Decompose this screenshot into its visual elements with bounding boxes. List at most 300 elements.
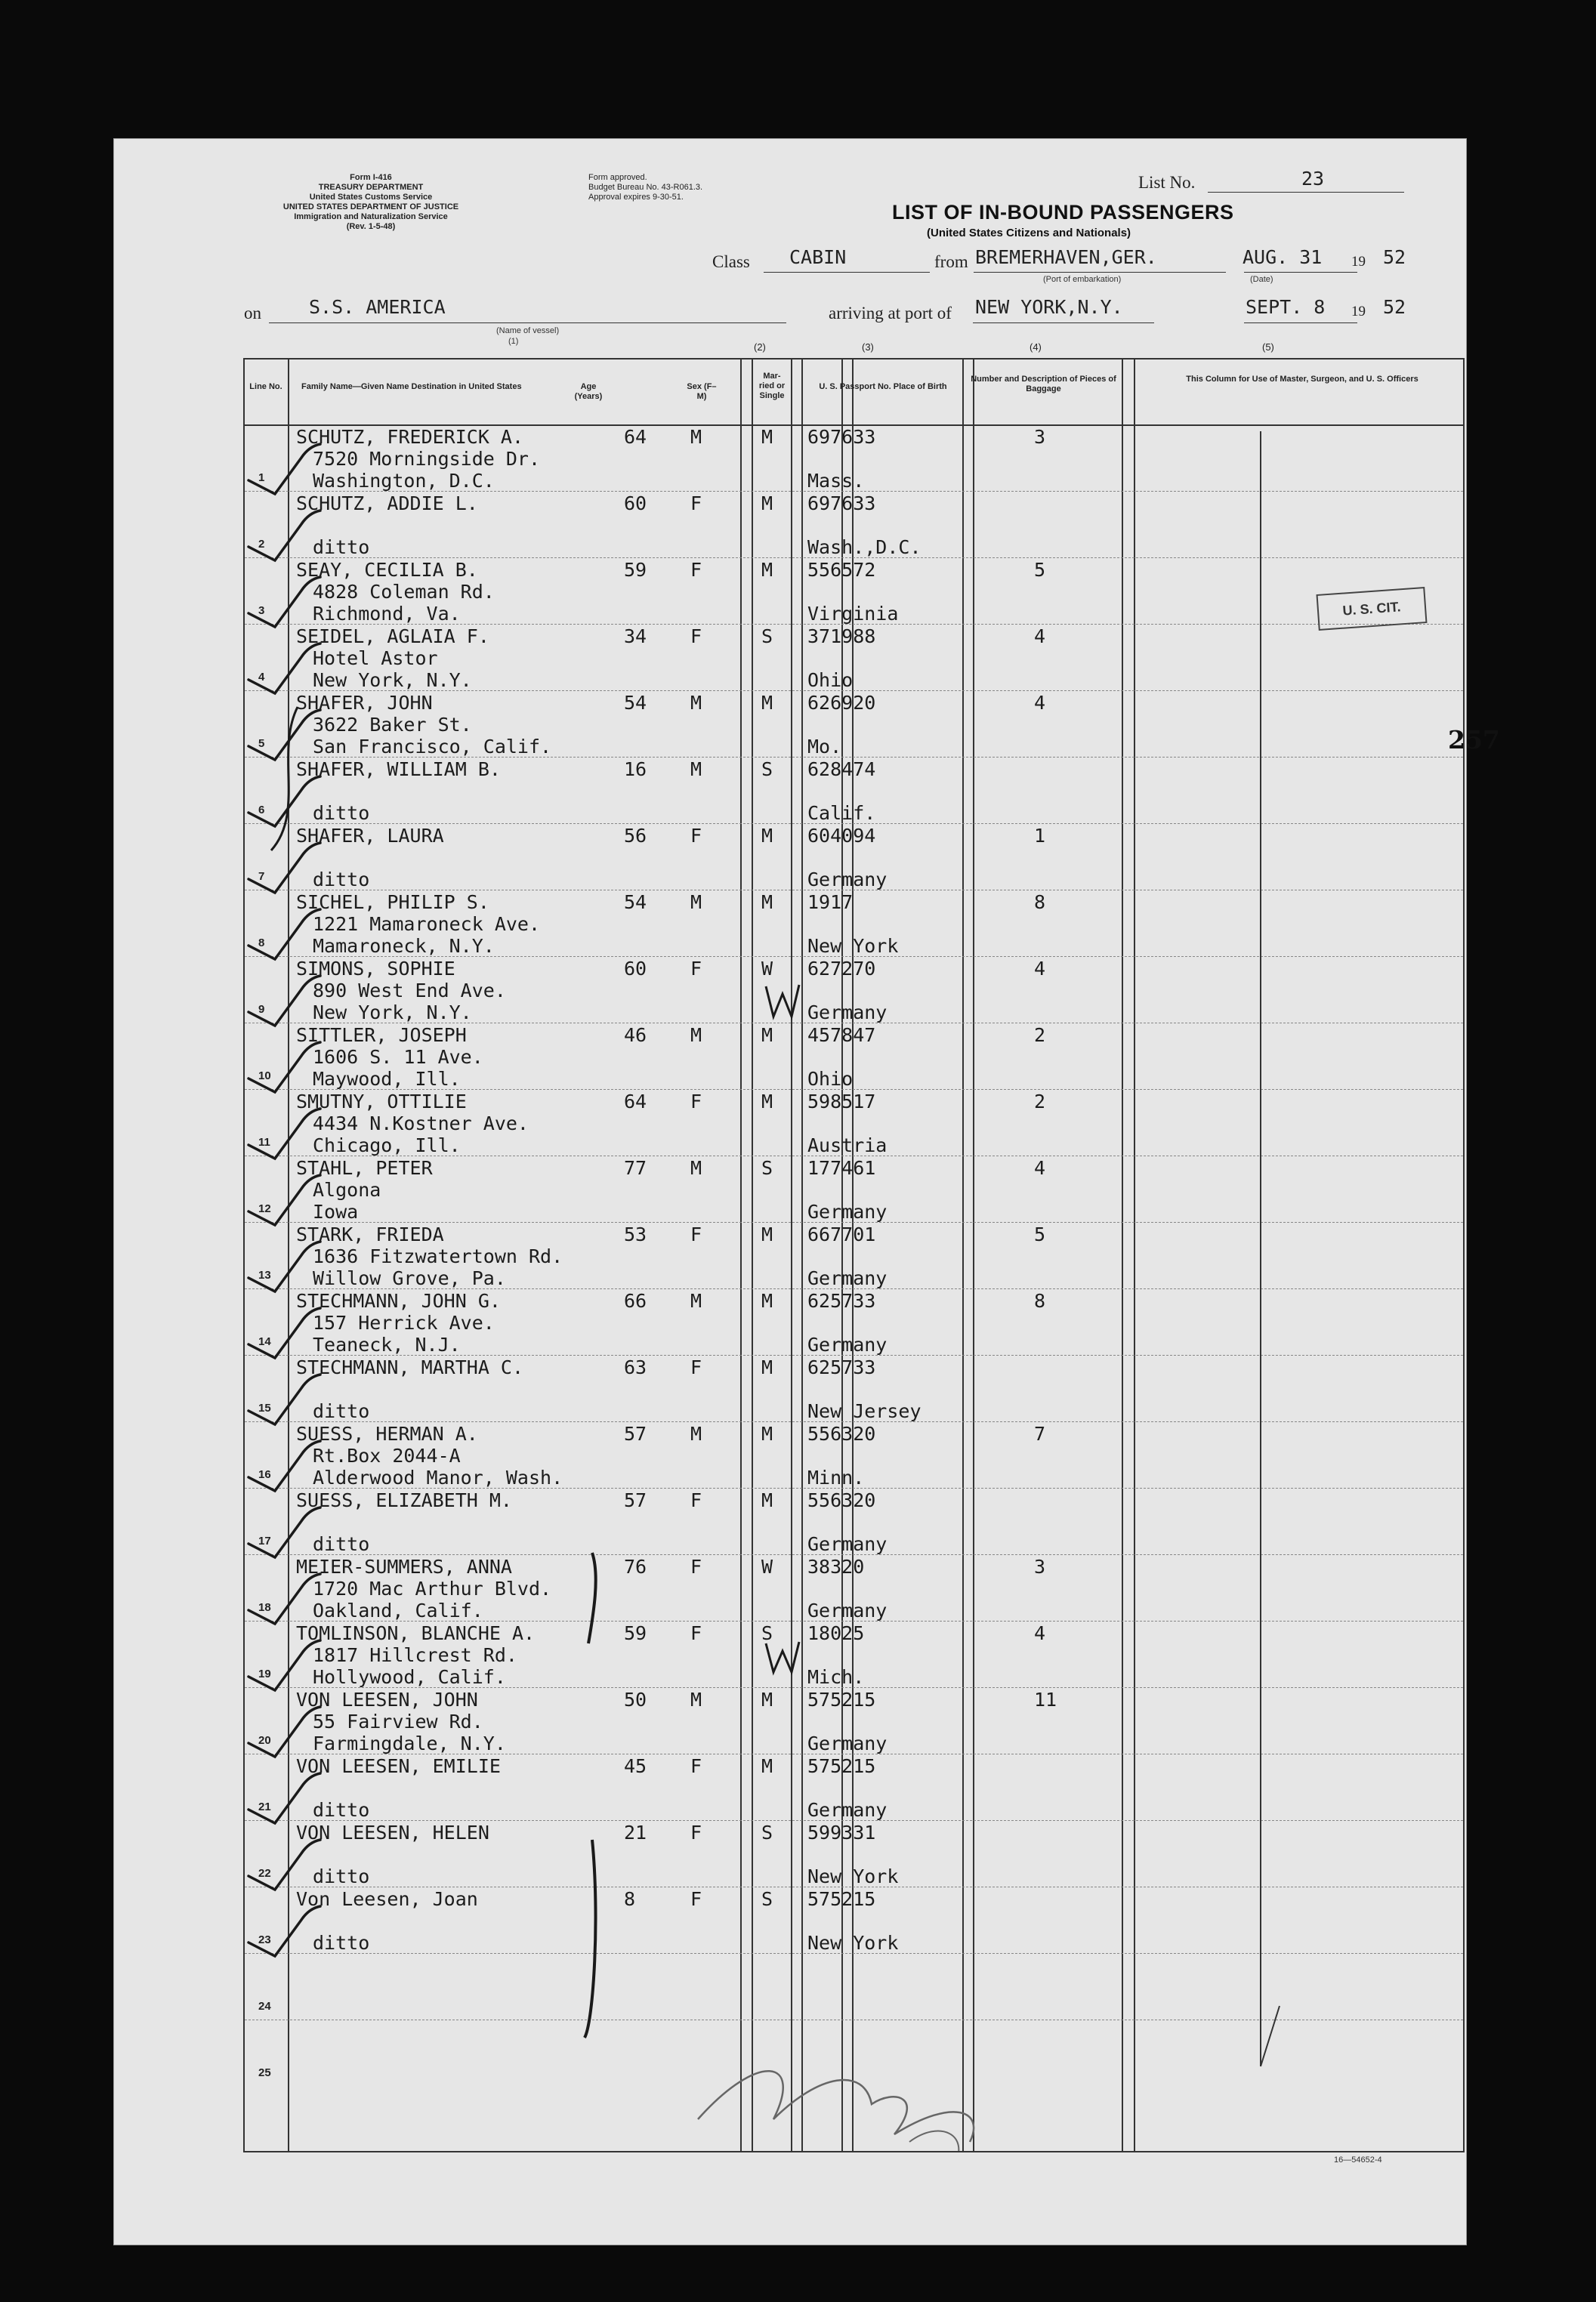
passenger-name: STAHL, PETER (296, 1157, 433, 1179)
passenger-address: 1817 Hillcrest Rd. (313, 1644, 517, 1666)
passenger-marital-status: W (761, 958, 773, 980)
passenger-sex: F (690, 825, 702, 847)
passenger-age: 56 (624, 825, 647, 847)
list-no-value: 23 (1301, 168, 1325, 190)
bracket-mark (585, 1840, 596, 2038)
passenger-destination: ditto (313, 1533, 370, 1555)
passport-number: 38320 (807, 1556, 865, 1578)
check-mark (249, 1707, 320, 1757)
place-of-birth: New York (807, 1865, 899, 1887)
baggage-count: 2 (1034, 1091, 1046, 1112)
passenger-marital-status: S (761, 1157, 773, 1179)
passenger-address: 890 West End Ave. (313, 980, 506, 1001)
passenger-marital-status: M (761, 1224, 773, 1245)
place-of-birth: Mo. (807, 736, 842, 758)
passport-number: 625733 (807, 1290, 876, 1312)
passenger-marital-status: S (761, 625, 773, 647)
header-married: Mar- ried or Single (758, 372, 786, 400)
baggage-count: 4 (1034, 625, 1046, 647)
check-mark (249, 1109, 320, 1159)
passenger-sex: F (690, 1822, 702, 1844)
date-underline (1244, 272, 1357, 273)
us-citizen-stamp: U. S. CIT. (1317, 587, 1428, 631)
passenger-age: 66 (624, 1290, 647, 1312)
arrival-century: 19 (1351, 304, 1366, 319)
place-of-birth: Germany (807, 1799, 888, 1821)
passenger-name: Von Leesen, Joan (296, 1888, 478, 1910)
passenger-sex: M (690, 692, 702, 714)
line-number: 2 (258, 538, 265, 551)
header-age: Age (Years) (574, 382, 603, 401)
column-divider (791, 359, 792, 2151)
passport-number: 177461 (807, 1157, 876, 1179)
check-mark (249, 1242, 320, 1291)
passenger-address: 1720 Mac Arthur Blvd. (313, 1578, 552, 1600)
passenger-address: 3622 Baker St. (313, 714, 472, 736)
passenger-age: 21 (624, 1822, 647, 1844)
passenger-name: SEAY, CECILIA B. (296, 559, 478, 581)
line-number: 3 (258, 604, 265, 617)
passenger-age: 54 (624, 891, 647, 913)
check-mark (249, 1175, 320, 1225)
arriving-label: arriving at port of (829, 304, 952, 322)
passenger-destination: Farmingdale, N.Y. (313, 1733, 506, 1754)
passenger-age: 46 (624, 1024, 647, 1046)
check-mark (249, 843, 320, 893)
passenger-sex: F (690, 492, 702, 514)
passenger-age: 53 (624, 1224, 647, 1245)
check-mark (249, 1507, 320, 1557)
baggage-count: 8 (1034, 1290, 1046, 1312)
line-number: 7 (258, 870, 265, 883)
passenger-sex: F (690, 1224, 702, 1245)
passport-number: 18025 (807, 1622, 865, 1644)
passenger-age: 60 (624, 492, 647, 514)
place-of-birth: Calif. (807, 802, 876, 824)
passenger-name: VON LEESEN, JOHN (296, 1689, 478, 1711)
place-of-birth: New York (807, 935, 899, 957)
passenger-address: 1221 Mamaroneck Ave. (313, 913, 541, 935)
place-of-birth: Germany (807, 1600, 888, 1622)
baggage-count: 4 (1034, 958, 1046, 980)
passenger-marital-status: M (761, 1689, 773, 1711)
check-mark (249, 1375, 320, 1424)
arrival-port: NEW YORK,N.Y. (975, 296, 1123, 318)
check-mark (249, 1441, 320, 1491)
place-of-birth: Wash.,D.C. (807, 536, 921, 558)
line-number: 21 (258, 1801, 271, 1813)
passenger-sex: F (690, 1356, 702, 1378)
baggage-count: 3 (1034, 426, 1046, 448)
arrival-date-underline (1244, 322, 1357, 323)
inspector-signature (698, 2071, 974, 2142)
column-divider (801, 359, 803, 2151)
passport-number: 556320 (807, 1489, 876, 1511)
arrival-date: SEPT. 8 (1246, 296, 1326, 318)
passenger-name: SEIDEL, AGLAIA F. (296, 625, 489, 647)
arrival-year: 52 (1383, 296, 1406, 318)
class-label: Class (712, 252, 750, 271)
check-mark (249, 1840, 320, 1890)
baggage-count: 4 (1034, 1622, 1046, 1644)
passenger-marital-status: W (761, 1556, 773, 1578)
baggage-count: 11 (1034, 1689, 1057, 1711)
header-baggage: Number and Description of Pieces of Baggage (971, 375, 1116, 393)
check-mark (249, 1773, 320, 1823)
passenger-age: 34 (624, 625, 647, 647)
revision: (Rev. 1-5-48) (346, 222, 396, 231)
passport-number: 599331 (807, 1822, 876, 1844)
treasury-dept: TREASURY DEPARTMENT (318, 183, 424, 192)
passenger-name: VON LEESEN, EMILIE (296, 1755, 501, 1777)
passenger-age: 57 (624, 1489, 647, 1511)
passenger-marital-status: M (761, 825, 773, 847)
line-number: 14 (258, 1335, 271, 1348)
passport-number: 697633 (807, 426, 876, 448)
line-number: 24 (258, 2000, 271, 2013)
passenger-name: SHAFER, JOHN (296, 692, 433, 714)
place-of-birth: Virginia (807, 603, 899, 625)
passport-number: 626920 (807, 692, 876, 714)
passenger-sex: F (690, 958, 702, 980)
passenger-address: 7520 Morningside Dr. (313, 448, 541, 470)
passenger-sex: F (690, 559, 702, 581)
passport-number: 575215 (807, 1755, 876, 1777)
place-of-birth: Germany (807, 1201, 888, 1223)
passenger-marital-status: M (761, 1024, 773, 1046)
passenger-name: SMUTNY, OTTILIE (296, 1091, 467, 1112)
passenger-destination: Alderwood Manor, Wash. (313, 1467, 563, 1489)
passenger-age: 77 (624, 1157, 647, 1179)
check-mark (249, 976, 320, 1026)
check-mark (249, 643, 320, 693)
column-divider (740, 359, 742, 2151)
column-divider (962, 359, 964, 2151)
check-mark (249, 776, 320, 826)
passenger-sex: M (690, 426, 702, 448)
passenger-age: 59 (624, 1622, 647, 1644)
passenger-name: SUESS, ELIZABETH M. (296, 1489, 512, 1511)
check-mark (249, 909, 320, 959)
passenger-age: 59 (624, 559, 647, 581)
passenger-address: Rt.Box 2044-A (313, 1445, 461, 1467)
approval-line: Approval expires 9-30-51. (588, 193, 684, 202)
bracket-mark (271, 707, 298, 850)
passport-number: 575215 (807, 1689, 876, 1711)
col-number-4: (4) (1030, 341, 1042, 353)
check-mark (249, 1640, 320, 1690)
passenger-destination: Chicago, Ill. (313, 1134, 461, 1156)
passenger-sex: F (690, 625, 702, 647)
vessel-underline (269, 322, 786, 323)
passenger-marital-status: M (761, 1290, 773, 1312)
place-of-birth: Germany (807, 869, 888, 890)
approval-line: Form approved. (588, 173, 647, 182)
passenger-name: MEIER-SUMMERS, ANNA (296, 1556, 512, 1578)
header-officers: This Column for Use of Master, Surgeon, and U. S. Officers (1186, 375, 1418, 384)
passenger-name: SICHEL, PHILIP S. (296, 891, 489, 913)
passenger-marital-status: S (761, 1822, 773, 1844)
from-label: from (934, 252, 968, 271)
place-of-birth: Austria (807, 1134, 888, 1156)
departure-year: 52 (1383, 246, 1406, 268)
passport-number: 627270 (807, 958, 876, 980)
passenger-age: 16 (624, 758, 647, 780)
passenger-sex: M (690, 758, 702, 780)
passenger-address: 1636 Fitzwatertown Rd. (313, 1245, 563, 1267)
passport-number: 556320 (807, 1423, 876, 1445)
line-number: 15 (258, 1402, 271, 1415)
line-number: 6 (258, 804, 265, 816)
column-divider (288, 359, 289, 2151)
baggage-count: 8 (1034, 891, 1046, 913)
passport-number: 556572 (807, 559, 876, 581)
column-divider (1134, 359, 1135, 2151)
passenger-marital-status: M (761, 891, 773, 913)
approval-line: Budget Bureau No. 43-R061.3. (588, 183, 703, 192)
passport-number: 667701 (807, 1224, 876, 1245)
place-of-birth: Germany (807, 1267, 888, 1289)
departure-century: 19 (1351, 254, 1366, 270)
handwritten-w (766, 985, 799, 1017)
passenger-sex: F (690, 1888, 702, 1910)
passenger-destination: ditto (313, 1799, 370, 1821)
from-caption: (Port of embarkation) (1043, 275, 1122, 284)
line-number: 17 (258, 1535, 271, 1548)
passenger-name: SCHUTZ, ADDIE L. (296, 492, 478, 514)
passenger-destination: Mamaroneck, N.Y. (313, 935, 495, 957)
passenger-name: SHAFER, WILLIAM B. (296, 758, 501, 780)
passenger-name: SIMONS, SOPHIE (296, 958, 455, 980)
passenger-address: 4828 Coleman Rd. (313, 581, 495, 603)
bracket-mark (588, 1553, 596, 1643)
column-divider (1122, 359, 1123, 2151)
line-number: 1 (258, 471, 265, 484)
baggage-count: 5 (1034, 1224, 1046, 1245)
header-name: Family Name—Given Name Destination in United States (301, 382, 522, 391)
passenger-destination: ditto (313, 1400, 370, 1422)
passenger-sex: M (690, 1290, 702, 1312)
passenger-name: STARK, FRIEDA (296, 1224, 444, 1245)
passenger-marital-status: M (761, 1489, 773, 1511)
line-number: 4 (258, 671, 265, 684)
passport-number: 457847 (807, 1024, 876, 1046)
inspector-signature (909, 2131, 995, 2151)
passenger-sex: F (690, 1556, 702, 1578)
passenger-destination: ditto (313, 1932, 370, 1954)
passenger-destination: New York, N.Y. (313, 669, 472, 691)
passenger-address: 1606 S. 11 Ave. (313, 1046, 483, 1068)
passenger-destination: Oakland, Calif. (313, 1600, 483, 1622)
footer-code: 16—54652-4 (1334, 2155, 1382, 2165)
passenger-sex: M (690, 1689, 702, 1711)
from-underline (974, 272, 1226, 273)
passport-number: 625733 (807, 1356, 876, 1378)
check-mark (249, 1042, 320, 1092)
passenger-age: 60 (624, 958, 647, 980)
passenger-destination: Richmond, Va. (313, 603, 461, 625)
from-value: BREMERHAVEN,GER. (975, 246, 1157, 268)
line-number: 13 (258, 1269, 271, 1282)
list-no-label: List No. (1138, 173, 1196, 192)
passenger-age: 57 (624, 1423, 647, 1445)
passenger-address: 55 Fairview Rd. (313, 1711, 483, 1733)
justice-dept: UNITED STATES DEPARTMENT OF JUSTICE (282, 202, 459, 211)
form-block (242, 173, 499, 232)
passenger-marital-status: M (761, 1755, 773, 1777)
passenger-table (243, 358, 1465, 2152)
place-of-birth: New Jersey (807, 1400, 921, 1422)
line-number: 5 (258, 737, 265, 750)
passenger-sex: F (690, 1755, 702, 1777)
class-value: CABIN (789, 246, 847, 268)
passenger-destination: ditto (313, 802, 370, 824)
passenger-sex: F (690, 1489, 702, 1511)
baggage-count: 2 (1034, 1024, 1046, 1046)
line-number: 9 (258, 1003, 265, 1016)
passport-number: 371988 (807, 625, 876, 647)
check-mark (249, 1574, 320, 1624)
departure-date: AUG. 31 (1243, 246, 1323, 268)
col-number-2: (2) (754, 341, 766, 353)
passenger-name: SITTLER, JOSEPH (296, 1024, 467, 1046)
place-of-birth: Germany (807, 1001, 888, 1023)
column-divider (973, 359, 974, 2151)
check-mark (249, 577, 320, 627)
passenger-name: SHAFER, LAURA (296, 825, 444, 847)
passport-number: 1917 (807, 891, 854, 913)
passenger-marital-status: M (761, 492, 773, 514)
passenger-destination: Maywood, Ill. (313, 1068, 461, 1090)
passenger-age: 54 (624, 692, 647, 714)
passenger-address: 157 Herrick Ave. (313, 1312, 495, 1334)
passenger-marital-status: M (761, 559, 773, 581)
column-divider (752, 359, 753, 2151)
manifest-title: LIST OF IN-BOUND PASSENGERS (892, 201, 1234, 224)
ins-service: Immigration and Naturalization Service (294, 212, 448, 221)
passenger-sex: M (690, 1157, 702, 1179)
passenger-marital-status: M (761, 426, 773, 448)
place-of-birth: Minn. (807, 1467, 865, 1489)
passenger-address: Hotel Astor (313, 647, 438, 669)
passenger-marital-status: S (761, 1622, 773, 1644)
form-number: Form I-416 (350, 173, 392, 182)
place-of-birth: Germany (807, 1533, 888, 1555)
passenger-sex: M (690, 1423, 702, 1445)
passport-number: 628474 (807, 758, 876, 780)
baggage-count: 5 (1034, 559, 1046, 581)
header-passport: U. S. Passport No. Place of Birth (819, 382, 947, 391)
place-of-birth: New York (807, 1932, 899, 1954)
passenger-marital-status: M (761, 1423, 773, 1445)
check-mark (249, 1906, 320, 1956)
passenger-marital-status: M (761, 1356, 773, 1378)
place-of-birth: Germany (807, 1733, 888, 1754)
col-number-3: (3) (862, 341, 874, 353)
passenger-destination: Hollywood, Calif. (313, 1666, 506, 1688)
list-no-underline (1208, 192, 1404, 193)
passport-number: 575215 (807, 1888, 876, 1910)
baggage-count: 4 (1034, 692, 1046, 714)
place-of-birth: Germany (807, 1334, 888, 1356)
date-caption: (Date) (1250, 275, 1273, 284)
line-number: 18 (258, 1601, 271, 1614)
place-of-birth: Ohio (807, 669, 854, 691)
class-underline (764, 272, 930, 273)
on-label: on (244, 304, 261, 322)
line-number: 23 (258, 1933, 271, 1946)
passenger-destination: ditto (313, 869, 370, 890)
line-number: 8 (258, 937, 265, 949)
passenger-age: 64 (624, 1091, 647, 1112)
line-number: 11 (258, 1136, 270, 1149)
passenger-sex: M (690, 1024, 702, 1046)
passport-number: 697633 (807, 492, 876, 514)
baggage-count: 7 (1034, 1423, 1046, 1445)
header-sex: Sex (F–M) (687, 382, 717, 401)
passenger-destination: Iowa (313, 1201, 359, 1223)
line-number: 22 (258, 1867, 271, 1880)
header-line-no: Line No. (249, 382, 282, 391)
passenger-address: Algona (313, 1179, 381, 1201)
check-mark (249, 444, 320, 494)
passenger-name: SCHUTZ, FREDERICK A. (296, 426, 524, 448)
passenger-destination: Washington, D.C. (313, 470, 495, 492)
passenger-marital-status: S (761, 1888, 773, 1910)
passenger-name: STECHMANN, JOHN G. (296, 1290, 501, 1312)
customs-service: United States Customs Service (309, 193, 433, 202)
line-number: 16 (258, 1468, 271, 1481)
passenger-destination: New York, N.Y. (313, 1001, 472, 1023)
line-number: 25 (258, 2066, 271, 2079)
passenger-marital-status: M (761, 1091, 773, 1112)
check-mark (249, 1308, 320, 1358)
approval-block (588, 173, 702, 202)
line-number: 20 (258, 1734, 271, 1747)
passport-number: 604094 (807, 825, 876, 847)
vessel-name: S.S. AMERICA (309, 296, 446, 318)
passenger-age: 45 (624, 1755, 647, 1777)
line-number: 12 (258, 1202, 271, 1215)
passenger-name: VON LEESEN, HELEN (296, 1822, 489, 1844)
vessel-caption: (Name of vessel) (496, 326, 560, 335)
handwritten-w (766, 1642, 799, 1672)
passenger-age: 63 (624, 1356, 647, 1378)
margin-number: 257 (1448, 725, 1500, 754)
passenger-marital-status: S (761, 758, 773, 780)
line-number: 19 (258, 1668, 271, 1680)
manifest-subtitle: (United States Citizens and Nationals) (927, 227, 1131, 239)
passenger-destination: Willow Grove, Pa. (313, 1267, 506, 1289)
vessel-colnum: (1) (508, 337, 519, 346)
passenger-name: STECHMANN, MARTHA C. (296, 1356, 524, 1378)
passenger-name: TOMLINSON, BLANCHE A. (296, 1622, 536, 1644)
place-of-birth: Mich. (807, 1666, 865, 1688)
passenger-age: 64 (624, 426, 647, 448)
passport-number: 598517 (807, 1091, 876, 1112)
baggage-count: 3 (1034, 1556, 1046, 1578)
line-number: 10 (258, 1069, 271, 1082)
place-of-birth: Mass. (807, 470, 865, 492)
check-mark (249, 710, 320, 760)
passenger-marital-status: M (761, 692, 773, 714)
col-number-5: (5) (1262, 341, 1274, 353)
baggage-count: 1 (1034, 825, 1046, 847)
passenger-destination: Teaneck, N.J. (313, 1334, 461, 1356)
place-of-birth: Ohio (807, 1068, 854, 1090)
check-mark (249, 511, 320, 560)
passenger-destination: ditto (313, 536, 370, 558)
